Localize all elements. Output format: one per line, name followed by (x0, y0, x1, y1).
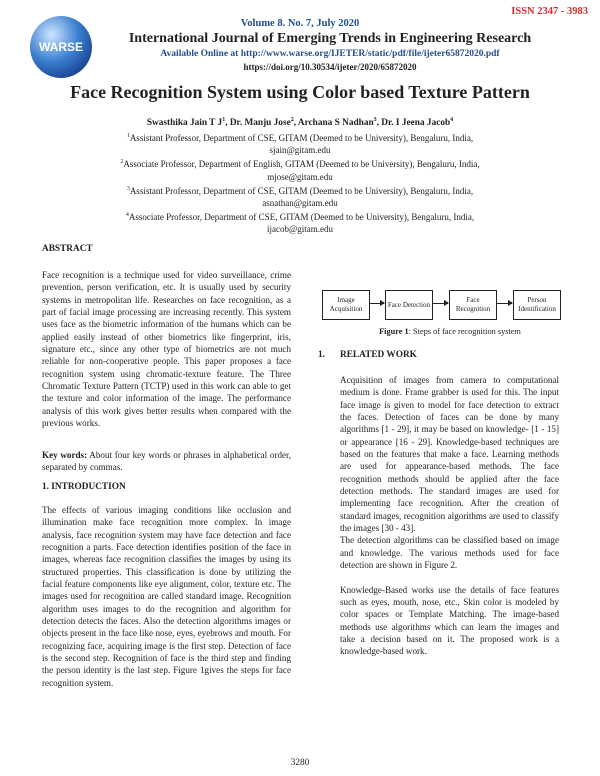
author-sup: 3 (373, 117, 377, 123)
author: Dr. Manju Jose (229, 118, 291, 129)
abstract-text: Face recognition is a technique used for video surveillance, crime prevention, person verification, etc. It is usually used by security systems in metropolitan life. Researches on face recognition, as a part of facial image processing are increasing recently. This system uses face as the biometric information of the humans which can be applied easily instead of other biometrics like fingerprint, iris, signature etc., since any other type of biometrics are not much reliable for non-cooperative people. This paper proposes a face recognition system using chromatic-texture feature. The Three Chromatic Texture Pattern (TCTP) used in this work can able to get the texture and color information of the image. The performance analysis of this work gives better results when compared with the previous works. (42, 270, 291, 429)
email: sjain@gitam.edu (269, 145, 331, 156)
author-sup: 4 (450, 117, 454, 123)
author: Dr. I Jeena Jacob (381, 118, 451, 129)
paragraph: Knowledge-Based works use the details of face features such as eyes, mouth, nose, etc., Skin color is modeled by color spaces or Template Matching. The image-based methods use algorithms which can learn the images and take a decision based on it. The proposed work is a knowledge-based work. (340, 584, 559, 657)
introduction-text: The effects of various imaging conditions like occlusion and illumination make face recognition more complex. In image analysis, face recognition system may have face detection and face recognition a parts. Face detection identifies position of the face in images, whereas face recognition classifies the images by using its structured properties. This classification is done by utilizing the facial feature components like eye alignment, color, texture etc. The images used for recognition are called standard image. Recognition algorithm uses images to do the recognition and algorithm for detection detects the faces. Also the detection algorithms images or objects present in the face like nose, eyes, eyebrows and mouth. For recognizing face, acquiring image is the first step. Detection of face is the second step. Recognition of face is the third step and finding the person identity is the last step. Figure 1gives the steps for face recognition system. (42, 505, 291, 688)
author-list: Swasthika Jain T $J^1$, Dr. Manju Jose$^2$, Archana S Nadhan$^3$, Dr. I Jeena Jacob$^4$ (146, 117, 454, 129)
paragraph: Acquisition of images from camera to computational medium is done. Frame grabber is used for this. The input face image is given to model for face detection to extract the faces. Detection of faces can be done by many algorithms [1 - 29], it may be based on knowledge- [1 - 15] or appearance [16 - 29]. Knowledge-based techniques are based on the features that make a face. Learning methods are used for appearance-based methods. The face recognition methods should be applied after the face detection methods. The standard images are used for implementing face recognition. After the creation of standard images, recognition algorithms are used to classify the images [30 - 43]. (340, 375, 559, 534)
doi-link[interactable]: https://doi.org/10.30534/ijeter/2020/65872020 (243, 62, 417, 72)
available-online-link[interactable]: Available Online at http://www.warse.org/IJETER/static/pdf/file/ijeter65872020.pdf (160, 49, 500, 59)
arrow-icon (370, 303, 384, 304)
author: Swasthika Jain T J (146, 118, 223, 129)
author: Archana S Nadhan (297, 118, 374, 129)
affiliations (60, 130, 540, 236)
related-work-number: 1. (318, 350, 325, 360)
affiliation-text: Associate Professor, Department of English, GITAM (Deemed to be University), Bengaluru, India, (123, 159, 480, 170)
affiliation-sup: 3 (126, 185, 130, 192)
affiliation-text: Associate Professor, Department of CSE, GITAM (Deemed to be University), Bengaluru, India, (128, 212, 475, 223)
volume-info: Volume 8. No. 7, July 2020 (240, 18, 360, 29)
related-work-heading: RELATED WORK (340, 350, 417, 360)
author-sup: 1 (222, 117, 226, 123)
email: asnathan@gitam.edu (262, 198, 338, 209)
affiliation (60, 130, 540, 156)
issn: ISSN 2347 - 3983 (511, 6, 588, 17)
diagram-box-face-recognition: Face Recognition (449, 290, 497, 320)
affiliation (60, 209, 540, 235)
keywords-text: About four key words or phrases in alphabetical order, separated by commas. (42, 450, 291, 473)
affiliation (60, 183, 540, 209)
affiliation-sup: 1 (126, 133, 130, 139)
related-work-text (340, 374, 559, 658)
keywords (42, 449, 291, 474)
affiliation-text: Assistant Professor, Department of CSE, GITAM (Deemed to be University), Bengaluru, India, (129, 133, 474, 143)
author-sup: 2 (290, 117, 294, 123)
affiliation (60, 156, 540, 182)
diagram-box-face-detection: Face Detection (385, 290, 433, 320)
paragraph: The detection algorithms can be classified based on image and knowledge. The various methods used for face detection are shown in Figure 2. (340, 535, 559, 571)
caption-text: : Steps of face recognition system (408, 327, 521, 336)
affiliation-sup: 2 (120, 159, 124, 166)
keywords-label: Key words: (42, 450, 88, 460)
affiliation-sup: 4 (125, 212, 129, 219)
affiliation-text: Assistant Professor, Department of CSE, GITAM (Deemed to be University), Bengaluru, India, (129, 185, 474, 196)
arrow-icon (433, 303, 448, 304)
figure-1-caption (320, 327, 580, 336)
introduction-heading: 1. INTRODUCTION (42, 482, 126, 492)
abstract-heading: ABSTRACT (42, 244, 93, 254)
email: mjose@gitam.edu (267, 171, 333, 182)
caption-label: Figure 1 (379, 327, 409, 336)
page-number: 3280 (290, 758, 310, 768)
diagram-box-person-identification: Person Identification (513, 290, 561, 320)
email: ijacob@gitam.edu (266, 224, 334, 235)
diagram-box-image-acquisition: Image Acquisition (322, 290, 370, 320)
paper-title: Face Recognition System using Color based Texture Pattern (70, 82, 530, 102)
logo-text: WARSE (38, 40, 83, 54)
journal-name: International Journal of Emerging Trends in Engineering Research (128, 31, 532, 46)
arrow-icon (497, 303, 512, 304)
